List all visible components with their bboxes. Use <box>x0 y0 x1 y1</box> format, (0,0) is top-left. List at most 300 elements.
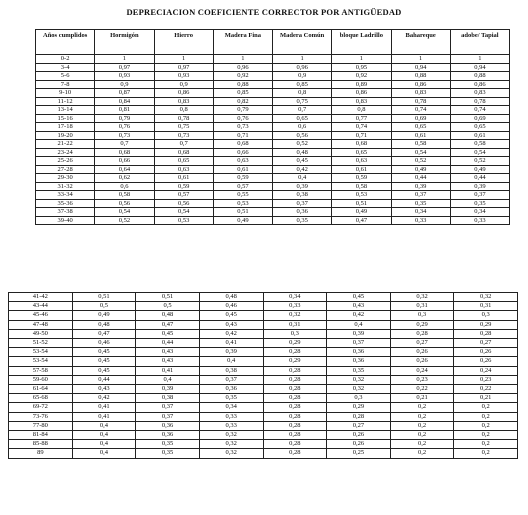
coefficient-cell: 0,63 <box>332 157 391 166</box>
coefficient-cell: 0,39 <box>273 182 332 191</box>
coefficient-cell: 0,56 <box>154 199 213 208</box>
coefficient-cell: 0,39 <box>327 329 391 338</box>
age-range-cell: 23-24 <box>36 148 95 157</box>
coefficient-cell: 0,28 <box>263 375 327 384</box>
coefficient-cell: 0,2 <box>390 403 454 412</box>
coefficient-cell: 0,32 <box>199 431 263 440</box>
coefficient-cell: 0,73 <box>95 131 154 140</box>
coefficient-cell: 0,27 <box>454 339 518 348</box>
coefficient-cell: 0,93 <box>95 72 154 81</box>
coefficient-cell: 0,28 <box>263 385 327 394</box>
coefficient-cell: 0,26 <box>454 357 518 366</box>
coefficient-cell: 0,33 <box>263 302 327 311</box>
coefficient-cell: 0,45 <box>327 293 391 302</box>
table-row <box>9 375 518 384</box>
coefficient-cell: 0,68 <box>213 140 272 149</box>
coefficient-cell: 0,35 <box>273 216 332 225</box>
table-row <box>36 80 510 89</box>
coefficient-cell: 0,37 <box>391 191 450 200</box>
coefficient-cell: 0,44 <box>136 339 200 348</box>
coefficient-cell: 0,46 <box>199 302 263 311</box>
document-title: DEPRECIACION COEFICIENTE CORRECTOR POR ANTIGÜEDAD <box>126 7 402 17</box>
coefficient-cell: 0,75 <box>273 97 332 106</box>
coefficient-cell: 0,71 <box>332 131 391 140</box>
table-row <box>36 191 510 200</box>
coefficient-cell: 0,33 <box>391 216 450 225</box>
age-range-cell: 45-46 <box>9 311 73 320</box>
coefficient-cell: 0,65 <box>391 123 450 132</box>
coefficient-cell: 0,42 <box>327 311 391 320</box>
coefficient-cell: 0,38 <box>136 394 200 403</box>
coefficient-cell: 0,42 <box>199 329 263 338</box>
coefficient-cell: 0,48 <box>199 293 263 302</box>
coefficient-cell: 0,92 <box>332 72 391 81</box>
coefficient-cell: 0,66 <box>95 157 154 166</box>
coefficient-cell: 0,4 <box>72 431 136 440</box>
coefficient-cell: 0,43 <box>136 348 200 357</box>
coefficient-cell: 0,42 <box>72 394 136 403</box>
coefficient-cell: 0,49 <box>391 165 450 174</box>
coefficient-cell: 0,79 <box>95 114 154 123</box>
coefficient-cell: 0,35 <box>199 394 263 403</box>
table-row <box>9 311 518 320</box>
coefficient-cell: 0,9 <box>154 80 213 89</box>
coefficient-cell: 0,58 <box>332 182 391 191</box>
coefficient-cell: 0,96 <box>213 63 272 72</box>
column-header: Madera Fina <box>213 30 272 55</box>
coefficient-cell: 0,28 <box>390 329 454 338</box>
table-row <box>36 165 510 174</box>
coefficient-cell: 0,61 <box>154 174 213 183</box>
coefficient-cell: 0,39 <box>450 182 509 191</box>
coefficient-cell: 0,35 <box>450 199 509 208</box>
coefficient-cell: 0,61 <box>213 165 272 174</box>
coefficient-cell: 0,43 <box>136 357 200 366</box>
coefficient-cell: 0,25 <box>327 449 391 458</box>
age-range-cell: 9-10 <box>36 89 95 98</box>
coefficient-cell: 0,83 <box>391 89 450 98</box>
coefficient-cell: 1 <box>450 55 509 64</box>
column-header: Hormigón <box>95 30 154 55</box>
coefficient-cell: 0,97 <box>154 63 213 72</box>
coefficient-cell: 0,62 <box>95 174 154 183</box>
table-row <box>36 157 510 166</box>
coefficient-cell: 0,86 <box>154 89 213 98</box>
age-range-cell: 49-50 <box>9 329 73 338</box>
coefficient-cell: 0,6 <box>95 182 154 191</box>
coefficient-cell: 0,74 <box>332 123 391 132</box>
age-range-cell: 29-30 <box>36 174 95 183</box>
age-range-cell: 27-28 <box>36 165 95 174</box>
coefficient-cell: 0,33 <box>450 216 509 225</box>
coefficient-cell: 0,27 <box>390 339 454 348</box>
coefficient-cell: 0,39 <box>391 182 450 191</box>
coefficient-cell: 0,56 <box>273 131 332 140</box>
coefficient-cell: 0,88 <box>450 72 509 81</box>
coefficient-cell: 0,3 <box>327 394 391 403</box>
coefficient-cell: 0,41 <box>72 403 136 412</box>
coefficient-cell: 0,83 <box>154 97 213 106</box>
coefficient-cell: 0,4 <box>72 440 136 449</box>
age-range-cell: 25-26 <box>36 157 95 166</box>
age-range-cell: 77-80 <box>9 421 73 430</box>
age-range-cell: 53-54 <box>9 348 73 357</box>
coefficient-cell: 0,32 <box>199 449 263 458</box>
coefficient-cell: 0,28 <box>263 394 327 403</box>
coefficient-cell: 0,37 <box>327 339 391 348</box>
table-row <box>9 403 518 412</box>
coefficient-cell: 0,21 <box>454 394 518 403</box>
coefficient-cell: 0,31 <box>454 302 518 311</box>
coefficient-cell: 0,37 <box>273 199 332 208</box>
column-header: Bahareque <box>391 30 450 55</box>
coefficient-cell: 0,36 <box>327 357 391 366</box>
table-row <box>9 394 518 403</box>
column-header: adobe/ Tapial <box>450 30 509 55</box>
coefficient-cell: 0,73 <box>213 123 272 132</box>
coefficient-cell: 1 <box>213 55 272 64</box>
coefficient-cell: 0,24 <box>390 366 454 375</box>
coefficient-cell: 0,35 <box>391 199 450 208</box>
age-range-cell: 65-68 <box>9 394 73 403</box>
coefficient-cell: 0,68 <box>332 140 391 149</box>
coefficient-cell: 0,88 <box>213 80 272 89</box>
coefficient-cell: 0,42 <box>273 165 332 174</box>
table-row <box>36 55 510 64</box>
age-range-cell: 41-42 <box>9 293 73 302</box>
coefficient-cell: 0,38 <box>273 191 332 200</box>
coefficient-cell: 0,32 <box>263 311 327 320</box>
coefficient-cell: 0,79 <box>213 106 272 115</box>
coefficient-cell: 0,94 <box>450 63 509 72</box>
coefficient-cell: 0,36 <box>199 385 263 394</box>
coefficient-cell: 0,28 <box>263 431 327 440</box>
coefficient-cell: 0,2 <box>390 440 454 449</box>
coefficient-cell: 0,63 <box>154 165 213 174</box>
coefficient-cell: 0,4 <box>136 375 200 384</box>
coefficient-cell: 0,38 <box>199 366 263 375</box>
coefficient-cell: 0,96 <box>273 63 332 72</box>
coefficient-cell: 0,45 <box>72 366 136 375</box>
coefficient-cell: 0,49 <box>450 165 509 174</box>
coefficient-cell: 0,35 <box>136 449 200 458</box>
age-range-cell: 69-72 <box>9 403 73 412</box>
table-row <box>36 72 510 81</box>
coefficient-cell: 0,26 <box>454 348 518 357</box>
coefficient-cell: 0,2 <box>454 440 518 449</box>
table-row <box>36 140 510 149</box>
coefficient-cell: 0,56 <box>95 199 154 208</box>
age-range-cell: 11-12 <box>36 97 95 106</box>
table-row <box>9 440 518 449</box>
coefficient-cell: 0,8 <box>332 106 391 115</box>
coefficient-cell: 0,48 <box>72 320 136 329</box>
coefficient-cell: 0,29 <box>263 339 327 348</box>
table-row <box>9 385 518 394</box>
coefficient-cell: 0,2 <box>454 421 518 430</box>
coefficient-cell: 0,54 <box>391 148 450 157</box>
coefficient-cell: 0,7 <box>154 140 213 149</box>
coefficient-cell: 0,44 <box>391 174 450 183</box>
table-row <box>36 97 510 106</box>
age-range-cell: 43-44 <box>9 302 73 311</box>
table-row <box>36 123 510 132</box>
coefficient-cell: 0,28 <box>327 412 391 421</box>
coefficient-cell: 0,34 <box>263 293 327 302</box>
coefficient-cell: 0,2 <box>390 449 454 458</box>
age-range-cell: 73-76 <box>9 412 73 421</box>
coefficient-cell: 0,45 <box>72 348 136 357</box>
coefficient-cell: 0,73 <box>154 131 213 140</box>
coefficient-cell: 0,36 <box>273 208 332 217</box>
coefficient-cell: 0,2 <box>454 431 518 440</box>
coefficient-cell: 0,53 <box>332 191 391 200</box>
coefficient-cell: 0,37 <box>450 191 509 200</box>
age-range-cell: 21-22 <box>36 140 95 149</box>
coefficient-cell: 0,9 <box>95 80 154 89</box>
coefficient-cell: 0,24 <box>454 366 518 375</box>
coefficient-cell: 0,2 <box>390 412 454 421</box>
age-range-cell: 85-88 <box>9 440 73 449</box>
coefficient-cell: 0,2 <box>454 403 518 412</box>
coefficient-cell: 0,57 <box>154 191 213 200</box>
coefficient-cell: 0,26 <box>327 431 391 440</box>
coefficient-cell: 0,43 <box>327 302 391 311</box>
coefficient-cell: 0,39 <box>136 385 200 394</box>
coefficient-cell: 0,59 <box>213 174 272 183</box>
coefficient-cell: 0,58 <box>391 140 450 149</box>
coefficient-cell: 0,22 <box>390 385 454 394</box>
table-row <box>9 431 518 440</box>
coefficient-cell: 0,26 <box>390 357 454 366</box>
coefficient-cell: 0,35 <box>136 440 200 449</box>
age-range-cell: 3-4 <box>36 63 95 72</box>
coefficient-cell: 0,34 <box>391 208 450 217</box>
table-row <box>9 339 518 348</box>
coefficient-cell: 0,34 <box>199 403 263 412</box>
coefficient-cell: 0,74 <box>450 106 509 115</box>
coefficient-cell: 0,54 <box>450 148 509 157</box>
coefficient-cell: 0,87 <box>95 89 154 98</box>
coefficient-cell: 0,45 <box>199 311 263 320</box>
age-range-cell: 59-60 <box>9 375 73 384</box>
coefficient-cell: 1 <box>154 55 213 64</box>
coefficient-cell: 0,53 <box>154 216 213 225</box>
coefficient-cell: 0,52 <box>391 157 450 166</box>
coefficient-cell: 1 <box>332 55 391 64</box>
coefficient-cell: 0,32 <box>390 293 454 302</box>
coefficient-cell: 0,54 <box>95 208 154 217</box>
coefficient-cell: 1 <box>95 55 154 64</box>
coefficient-cell: 0,61 <box>332 165 391 174</box>
coefficient-cell: 0,28 <box>454 329 518 338</box>
table-row <box>9 293 518 302</box>
age-range-cell: 51-52 <box>9 339 73 348</box>
coefficient-cell: 0,32 <box>327 375 391 384</box>
coefficient-cell: 0,61 <box>450 131 509 140</box>
table-row <box>9 449 518 458</box>
coefficient-cell: 0,68 <box>154 148 213 157</box>
depreciation-table-2 <box>8 292 518 459</box>
coefficient-cell: 0,23 <box>454 375 518 384</box>
coefficient-cell: 0,92 <box>213 72 272 81</box>
coefficient-cell: 0,44 <box>450 174 509 183</box>
coefficient-cell: 0,49 <box>72 311 136 320</box>
coefficient-cell: 0,65 <box>154 157 213 166</box>
coefficient-cell: 0,4 <box>327 320 391 329</box>
coefficient-cell: 0,36 <box>136 421 200 430</box>
age-range-cell: 17-18 <box>36 123 95 132</box>
coefficient-cell: 0,28 <box>263 348 327 357</box>
coefficient-cell: 0,83 <box>332 97 391 106</box>
coefficient-cell: 0,47 <box>136 320 200 329</box>
age-range-cell: 53-54 <box>9 357 73 366</box>
coefficient-cell: 0,65 <box>450 123 509 132</box>
table-row <box>9 348 518 357</box>
age-range-cell: 33-34 <box>36 191 95 200</box>
coefficient-cell: 0,86 <box>391 80 450 89</box>
depreciation-table-1 <box>35 29 510 225</box>
age-range-cell: 39-40 <box>36 216 95 225</box>
coefficient-cell: 0,23 <box>390 375 454 384</box>
coefficient-cell: 0,8 <box>273 89 332 98</box>
coefficient-cell: 0,84 <box>95 97 154 106</box>
coefficient-cell: 0,76 <box>95 123 154 132</box>
coefficient-cell: 0,88 <box>391 72 450 81</box>
coefficient-cell: 0,31 <box>263 320 327 329</box>
coefficient-cell: 0,28 <box>263 366 327 375</box>
coefficient-cell: 0,43 <box>72 385 136 394</box>
coefficient-cell: 0,71 <box>213 131 272 140</box>
coefficient-cell: 0,27 <box>327 421 391 430</box>
coefficient-cell: 0,45 <box>136 329 200 338</box>
coefficient-cell: 0,53 <box>213 199 272 208</box>
coefficient-cell: 0,86 <box>332 89 391 98</box>
coefficient-cell: 0,94 <box>391 63 450 72</box>
age-range-cell: 37-38 <box>36 208 95 217</box>
coefficient-cell: 0,51 <box>332 199 391 208</box>
coefficient-cell: 0,3 <box>263 329 327 338</box>
coefficient-cell: 0,69 <box>391 114 450 123</box>
coefficient-cell: 0,37 <box>199 375 263 384</box>
coefficient-cell: 0,2 <box>390 421 454 430</box>
coefficient-cell: 0,78 <box>450 97 509 106</box>
coefficient-cell: 0,61 <box>391 131 450 140</box>
coefficient-cell: 0,81 <box>95 106 154 115</box>
coefficient-cell: 1 <box>391 55 450 64</box>
coefficient-cell: 0,45 <box>72 357 136 366</box>
table-row <box>36 199 510 208</box>
coefficient-cell: 0,31 <box>390 302 454 311</box>
coefficient-cell: 0,78 <box>391 97 450 106</box>
coefficient-cell: 0,32 <box>327 385 391 394</box>
column-header: Madera Común <box>273 30 332 55</box>
coefficient-cell: 0,54 <box>154 208 213 217</box>
table-row <box>9 320 518 329</box>
coefficient-cell: 0,28 <box>263 421 327 430</box>
coefficient-cell: 0,32 <box>199 440 263 449</box>
coefficient-cell: 0,69 <box>450 114 509 123</box>
age-range-cell: 35-36 <box>36 199 95 208</box>
coefficient-cell: 0,29 <box>390 320 454 329</box>
coefficient-cell: 0,43 <box>199 320 263 329</box>
coefficient-cell: 0,41 <box>136 366 200 375</box>
coefficient-cell: 0,59 <box>332 174 391 183</box>
coefficient-cell: 0,8 <box>154 106 213 115</box>
coefficient-cell: 0,58 <box>95 191 154 200</box>
table-row <box>36 174 510 183</box>
coefficient-cell: 0,37 <box>136 403 200 412</box>
coefficient-cell: 0,4 <box>199 357 263 366</box>
coefficient-cell: 0,36 <box>136 431 200 440</box>
coefficient-cell: 0,33 <box>199 421 263 430</box>
coefficient-cell: 0,28 <box>263 403 327 412</box>
coefficient-cell: 0,33 <box>199 412 263 421</box>
coefficient-cell: 0,3 <box>390 311 454 320</box>
coefficient-cell: 0,26 <box>327 440 391 449</box>
coefficient-cell: 0,28 <box>263 440 327 449</box>
coefficient-cell: 0,44 <box>72 375 136 384</box>
coefficient-cell: 0,85 <box>213 89 272 98</box>
coefficient-cell: 0,41 <box>72 412 136 421</box>
coefficient-cell: 0,86 <box>450 80 509 89</box>
age-range-cell: 7-8 <box>36 80 95 89</box>
table-row <box>36 216 510 225</box>
coefficient-cell: 0,35 <box>327 366 391 375</box>
table-row <box>36 106 510 115</box>
coefficient-cell: 0,2 <box>454 449 518 458</box>
coefficient-cell: 0,7 <box>273 106 332 115</box>
coefficient-cell: 0,57 <box>213 182 272 191</box>
coefficient-cell: 0,29 <box>454 320 518 329</box>
coefficient-cell: 0,85 <box>273 80 332 89</box>
coefficient-cell: 0,47 <box>72 329 136 338</box>
coefficient-cell: 0,46 <box>72 339 136 348</box>
coefficient-cell: 0,83 <box>450 89 509 98</box>
coefficient-cell: 0,77 <box>332 114 391 123</box>
coefficient-cell: 0,65 <box>273 114 332 123</box>
coefficient-cell: 0,4 <box>273 174 332 183</box>
coefficient-cell: 0,47 <box>332 216 391 225</box>
coefficient-cell: 0,75 <box>154 123 213 132</box>
coefficient-cell: 0,3 <box>454 311 518 320</box>
coefficient-cell: 0,45 <box>273 157 332 166</box>
table-row <box>9 357 518 366</box>
coefficient-cell: 0,29 <box>263 357 327 366</box>
coefficient-cell: 0,51 <box>136 293 200 302</box>
coefficient-cell: 0,74 <box>391 106 450 115</box>
coefficient-cell: 0,26 <box>390 348 454 357</box>
coefficient-cell: 0,9 <box>273 72 332 81</box>
age-range-cell: 89 <box>9 449 73 458</box>
coefficient-cell: 0,37 <box>136 412 200 421</box>
column-header: Hierro <box>154 30 213 55</box>
age-range-cell: 31-32 <box>36 182 95 191</box>
coefficient-cell: 0,89 <box>332 80 391 89</box>
coefficient-cell: 0,36 <box>327 348 391 357</box>
age-range-cell: 5-6 <box>36 72 95 81</box>
table-row <box>36 182 510 191</box>
age-range-cell: 81-84 <box>9 431 73 440</box>
coefficient-cell: 0,22 <box>454 385 518 394</box>
coefficient-cell: 0,63 <box>213 157 272 166</box>
coefficient-cell: 0,2 <box>454 412 518 421</box>
table-row <box>36 63 510 72</box>
coefficient-cell: 0,28 <box>263 449 327 458</box>
table-row <box>36 114 510 123</box>
table-row <box>36 208 510 217</box>
coefficient-cell: 0,4 <box>72 449 136 458</box>
